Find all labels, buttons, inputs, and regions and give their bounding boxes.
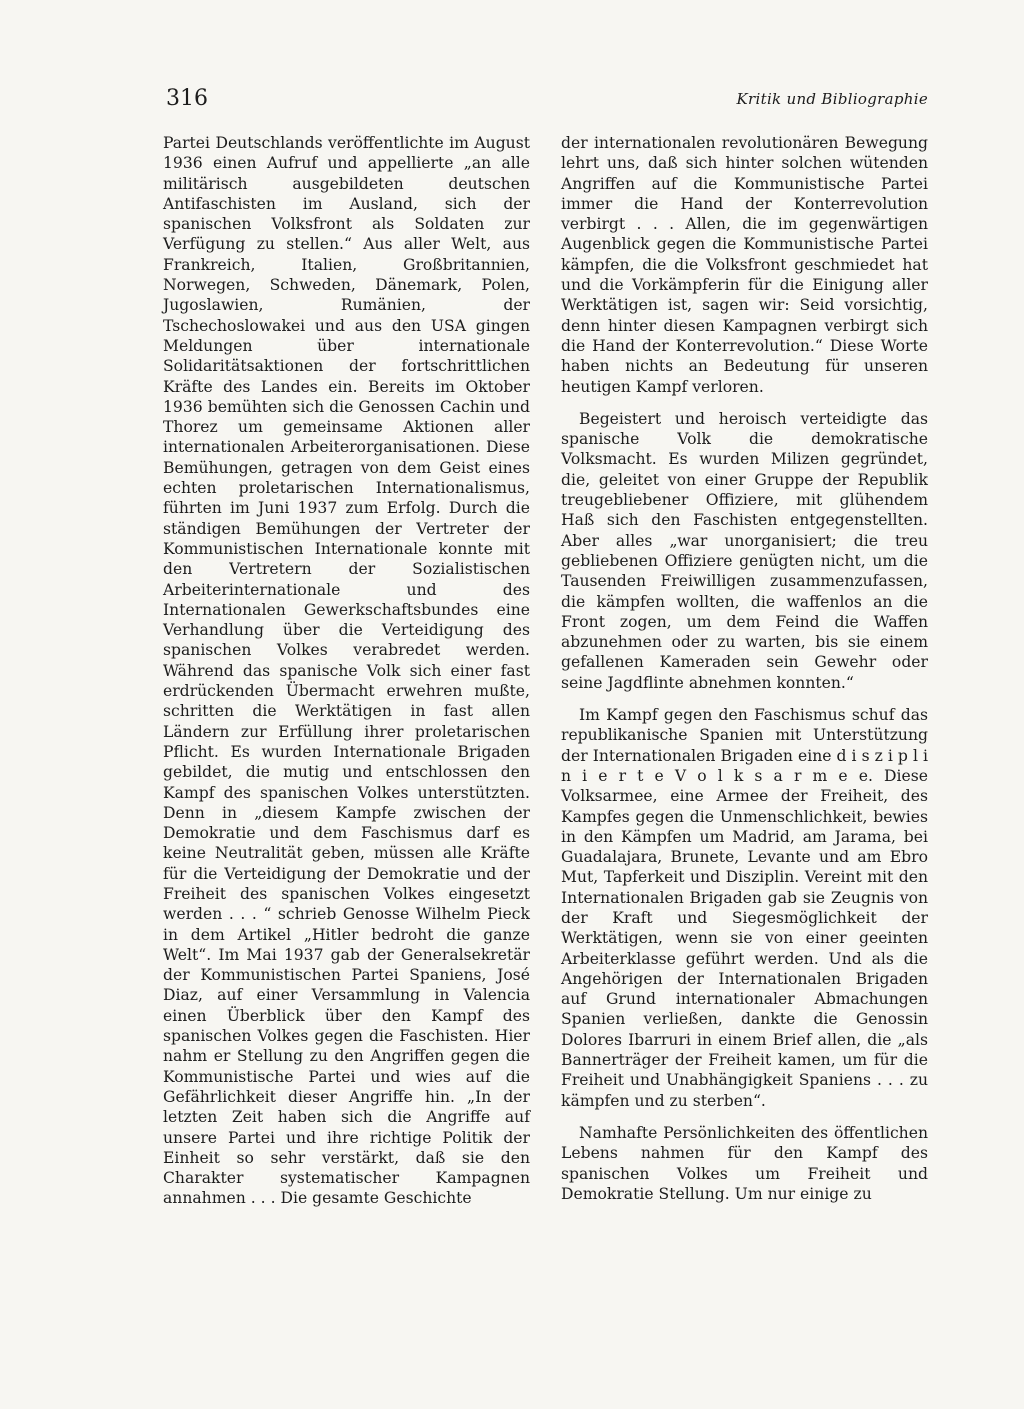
left-column	[163, 133, 530, 1209]
paragraph-right-3: Im Kampf gegen den Faschismus schuf das republikanische Spanien mit Unterstützung der Internationalen Brigaden eine d i s z i p l i n i e r t e V o l k s a r m e e. Diese Volksarmee, eine Armee der Freiheit, des Kampfes gegen die Unmenschlichkeit, bewies in den Kämpfen um Madrid, am Jarama, bei Guadalajara, Brunete, Levante und am Ebro Mut, Tapferkeit und Disziplin. Vereint mit den Internationalen Brigaden gab sie Zeugnis von der Kraft und Siegesmöglichkeit der Werktätigen, wenn sie von einer geeinten Arbeiterklasse geführt werden. Und als die Angehörigen der Internationalen Brigaden auf Grund internationaler Abmachungen Spanien verließen, dankte die Genossin Dolores Ibarruri in einem Brief allen, die „als Bannerträger der Freiheit kamen, um für die Freiheit und Unabhängigkeit Spaniens . . . zu kämpfen und zu sterben“.	[561, 706, 928, 1110]
paragraph-right-4: Namhafte Persönlichkeiten des öffentlichen Lebens nahmen für den Kampf des spanischen Volkes um Freiheit und Demokratie Stellung. Um nur einige zu	[561, 1123, 928, 1203]
paragraph-left-1: Partei Deutschlands veröffentlichte im August 1936 einen Aufruf und appellierte „an alle militärisch ausgebildeten deutschen Antifaschisten im Ausland, sich der spanischen Volksfront als Soldaten zur Verfügung zu stellen.“ Aus aller Welt, aus Frankreich, Italien, Großbritannien, Norwegen, Schweden, Dänemark, Polen, Jugoslawien, Rumänien, der Tschechoslowakei und aus den USA gingen Meldungen über internationale Solidaritätsaktionen der fortschrittlichen Kräfte des Landes ein. Bereits im Oktober 1936 bemühten sich die Genossen Cachin und Thorez um gemeinsame Aktionen aller internationalen Arbeiterorganisationen. Diese Bemühungen, getragen von dem Geist eines echten proletarischen Internationalismus, führten im Juni 1937 zum Erfolg. Durch die ständigen Bemühungen der Vertreter der Kommunistischen Internationale konnte mit den Vertretern der Sozialistischen Arbeiterinternationale und des Internationalen Gewerkschaftsbundes eine Verhandlung über die Verteidigung des spanischen Volkes verabredet werden. Während das spanische Volk sich einer fast erdrückenden Übermacht erwehren mußte, schritten die Werktätigen in fast allen Ländern zur Erfüllung ihrer proletarischen Pflicht. Es wurden Internationale Brigaden gebildet, die mutig und entschlossen den Kampf des spanischen Volkes unterstützten. Denn in „diesem Kampfe zwischen der Demokratie und dem Faschismus darf es keine Neutralität geben, müssen alle Kräfte für die Verteidigung der Demokratie und der Freiheit des spanischen Volkes eingesetzt werden . . . “ schrieb Genosse Wilhelm Pieck in dem Artikel „Hitler bedroht die ganze Welt“. Im Mai 1937 gab der Generalsekretär der Kommunistischen Partei Spaniens, José Diaz, auf einer Versammlung in Valencia einen Überblick über den Kampf des spanischen Volkes gegen die Faschisten. Hier nahm er Stellung zu den Angriffen gegen die Kommunistische Partei und wies auf die Gefährlichkeit dieser Angriffe hin. „In der letzten Zeit haben sich die Angriffe auf unsere Partei und ihre richtige Politik der Einheit so sehr verstärkt, daß sie den Charakter systematischer Kampagnen annahmen . . . Die gesamte Geschichte	[163, 134, 530, 1208]
page-header	[166, 84, 928, 114]
page-number: 316	[166, 86, 208, 111]
paragraph-right-1: der internationalen revolutionären Bewegung lehrt uns, daß sich hinter solchen wütenden Angriffen auf die Kommunistische Partei immer die Hand der Konterrevolution verbirgt . . . Allen, die im gegenwärtigen Augenblick gegen die Kommunistische Partei kämpfen, die die Volksfront geschmiedet hat und die Vorkämpferin für die Einigung aller Werktätigen ist, sagen wir: Seid vorsichtig, denn hinter diesen Kampagnen verbirgt sich die Hand der Konterrevolution.“ Diese Worte haben nichts an Bedeutung für unseren heutigen Kampf verloren.	[561, 134, 928, 396]
paragraph-right-2: Begeistert und heroisch verteidigte das spanische Volk die demokratische Volksmacht. Es wurden Milizen gegründet, die, geleitet von einer Gruppe der Republik treugebliebener Offiziere, mit glühendem Haß sich den Faschisten entgegenstellten. Aber alles „war unorganisiert; die treu gebliebenen Offiziere genügten nicht, um die Tausenden Freiwilligen zusammenzufassen, die kämpfen wollten, die waffenlos an die Front zogen, um dem Feind die Waffen abzunehmen oder zu warten, bis sie einem gefallenen Kameraden sein Gewehr oder seine Jagdflinte abnehmen konnten.“	[561, 409, 928, 692]
right-column	[561, 133, 928, 1204]
running-head: Kritik und Bibliographie	[736, 90, 928, 108]
